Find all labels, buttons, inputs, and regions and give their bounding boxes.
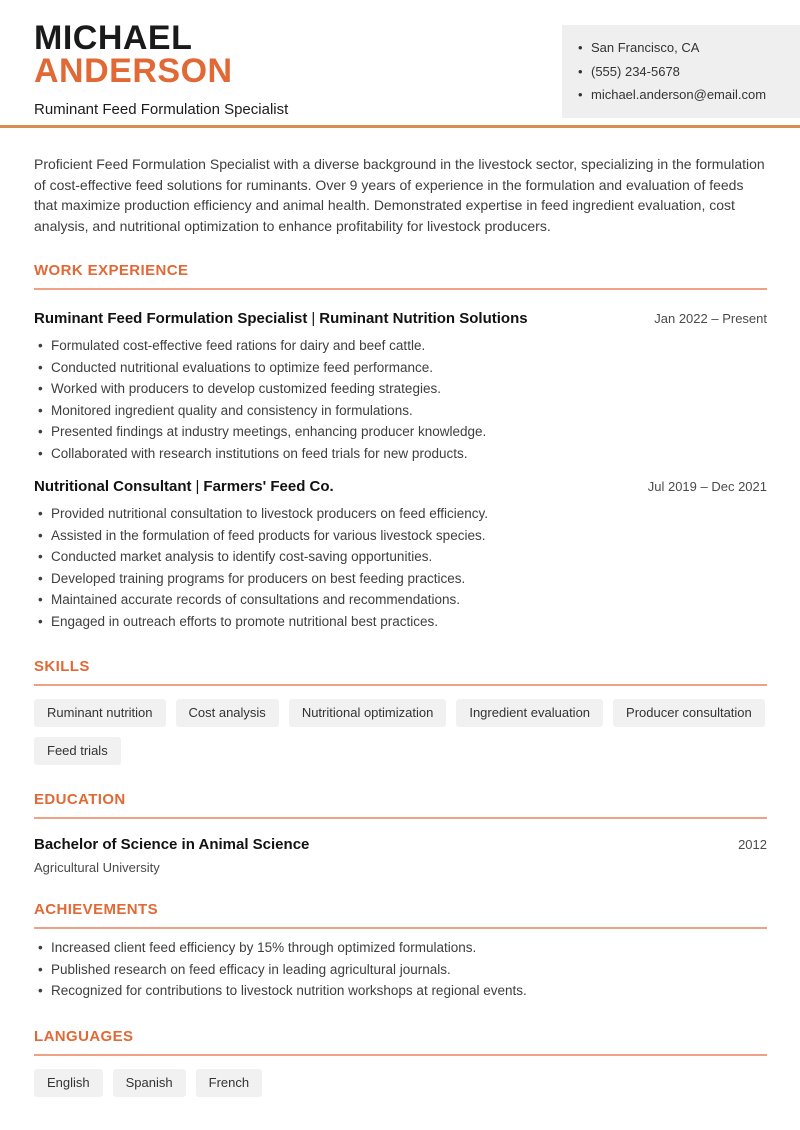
job-bullet: • Formulated cost-effective feed rations for dairy and beef cattle. [34, 335, 767, 357]
education-entry [34, 836, 767, 853]
headline: Ruminant Feed Formulation Specialist [34, 101, 289, 118]
job-bullet: • Developed training programs for producers on best feeding practices. [34, 568, 767, 590]
languages-pill-row [34, 1069, 767, 1097]
education-school: Agricultural University [34, 860, 160, 875]
skill-pill: Cost analysis [176, 699, 279, 727]
last-name: ANDERSON [34, 52, 233, 90]
job-entry [34, 310, 767, 464]
job-bullet: • Presented findings at industry meetings, enhancing producer knowledge. [34, 421, 767, 443]
skill-pill: Ingredient evaluation [456, 699, 603, 727]
achievements-list [34, 937, 767, 1002]
job-title-separator: | [311, 310, 316, 327]
job-bullet-list [34, 335, 767, 464]
skills-pill-row [34, 699, 767, 765]
contact-card [562, 25, 800, 118]
education-degree: Bachelor of Science in Animal Science [34, 836, 310, 853]
resume-body [0, 154, 800, 1097]
job-bullet: • Provided nutritional consultation to livestock producers on feed efficiency. [34, 503, 767, 525]
job-bullet: • Engaged in outreach efforts to promote nutritional best practices. [34, 611, 767, 633]
job-header [34, 478, 767, 495]
summary-paragraph: Proficient Feed Formulation Specialist with a diverse background in the livestock sector, specializing in the formulation of cost-effective feed solutions for ruminants. Over 9 years of experience in the formulation and evaluation of feeds that maximize production efficiency and animal health. Demonstrated expertise in feed ingredient evaluation, cost analysis, and nutritional optimization to enhance profitability for livestock producers. [34, 156, 765, 234]
skill-pill: Nutritional optimization [289, 699, 447, 727]
section-title-skills: SKILLS [34, 658, 767, 686]
resume-header [0, 0, 800, 128]
job-title [34, 310, 528, 327]
achievement-bullet: • Recognized for contributions to livestock nutrition workshops at regional events. [34, 980, 767, 1002]
job-bullet: • Conducted market analysis to identify cost-saving opportunities. [34, 546, 767, 568]
job-title [34, 478, 334, 495]
skill-pill: Producer consultation [613, 699, 765, 727]
job-role: Nutritional Consultant [34, 478, 192, 495]
skill-pill: Feed trials [34, 737, 121, 765]
job-bullet: • Collaborated with research institutions on feed trials for new products. [34, 443, 767, 465]
first-name: MICHAEL [34, 19, 193, 57]
name-block [34, 19, 289, 118]
language-pill: French [196, 1069, 262, 1097]
section-title-achievements: ACHIEVEMENTS [34, 901, 767, 929]
contact-location: • San Francisco, CA [578, 36, 784, 60]
job-bullet: • Assisted in the formulation of feed products for various livestock species. [34, 525, 767, 547]
job-entry [34, 478, 767, 632]
section-title-education: EDUCATION [34, 791, 767, 819]
job-title-separator: | [195, 478, 200, 495]
language-pill: Spanish [113, 1069, 186, 1097]
contact-list [578, 36, 784, 107]
achievement-bullet: • Published research on feed efficacy in leading agricultural journals. [34, 959, 767, 981]
job-company: Farmers' Feed Co. [203, 478, 334, 495]
job-bullet: • Maintained accurate records of consultations and recommendations. [34, 589, 767, 611]
job-bullet: • Worked with producers to develop customized feeding strategies. [34, 378, 767, 400]
section-title-work-experience: WORK EXPERIENCE [34, 262, 767, 290]
job-bullet: • Conducted nutritional evaluations to optimize feed performance. [34, 357, 767, 379]
skill-pill: Ruminant nutrition [34, 699, 166, 727]
section-title-languages: LANGUAGES [34, 1028, 767, 1056]
job-dates: Jan 2022 – Present [654, 311, 767, 326]
contact-phone: • (555) 234-5678 [578, 60, 784, 84]
job-bullet: • Monitored ingredient quality and consistency in formulations. [34, 400, 767, 422]
job-dates: Jul 2019 – Dec 2021 [647, 479, 767, 494]
achievement-bullet: • Increased client feed efficiency by 15% through optimized formulations. [34, 937, 767, 959]
education-year: 2012 [738, 837, 767, 852]
job-company: Ruminant Nutrition Solutions [319, 310, 528, 327]
contact-email: • michael.anderson@email.com [578, 83, 784, 107]
job-header [34, 310, 767, 327]
language-pill: English [34, 1069, 103, 1097]
job-bullet-list [34, 503, 767, 632]
job-role: Ruminant Feed Formulation Specialist [34, 310, 308, 327]
